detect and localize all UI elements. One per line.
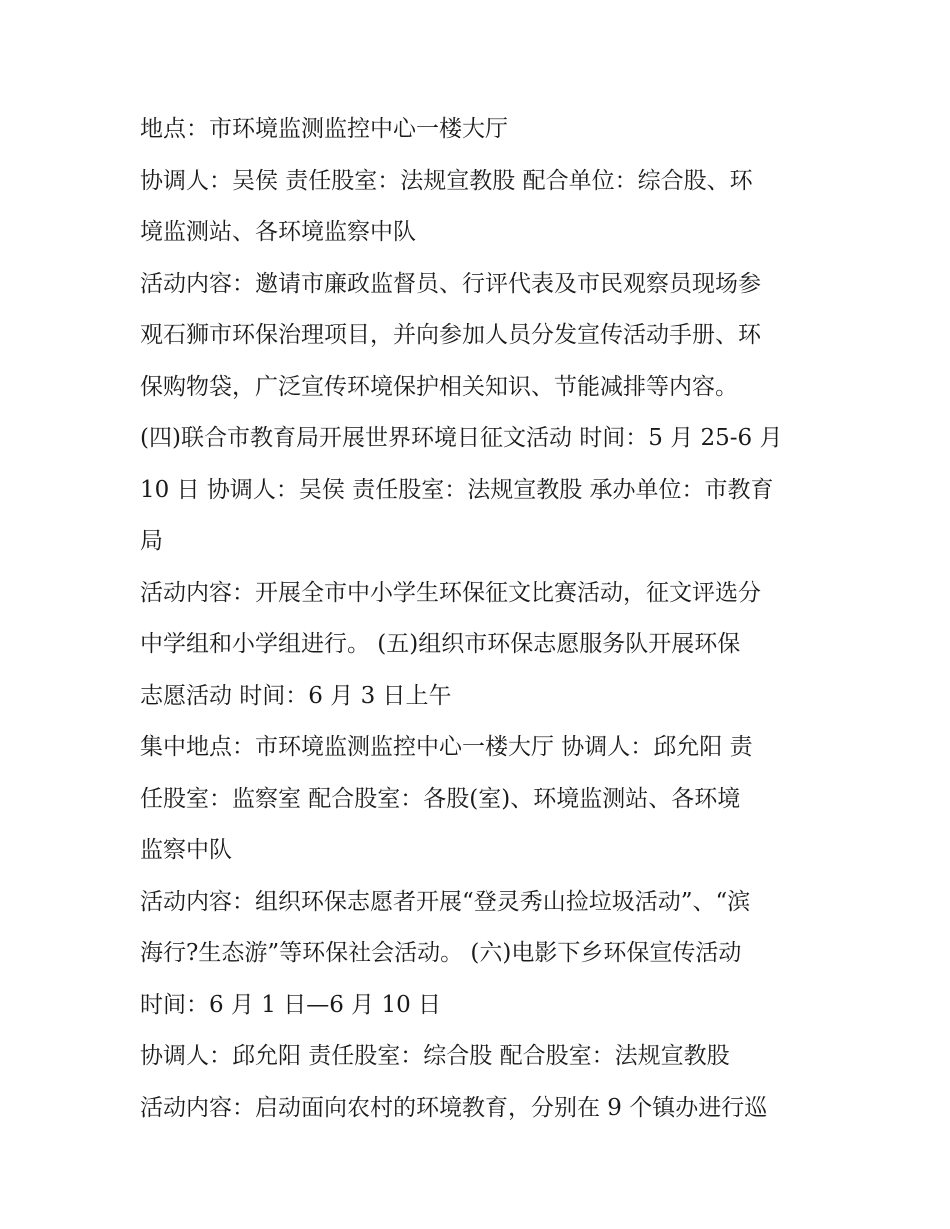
- text-line: 志愿活动 时间：6 月 3 日上午: [140, 682, 452, 709]
- text-line: 时间：6 月 1 日—6 月 10 日: [140, 991, 442, 1018]
- text-line: 境监测站、各环境监察中队: [140, 219, 416, 245]
- text-line: 任股室：监察室 配合股室：各股(室)、环境监测站、各环境: [140, 785, 741, 812]
- text-line: 活动内容：启动面向农村的环境教育，分别在 9 个镇办进行巡: [140, 1094, 768, 1121]
- text-line: 监察中队: [140, 837, 232, 863]
- text-line: 活动内容：开展全市中小学生环保征文比赛活动，征文评选分: [140, 579, 761, 606]
- text-line: 集中地点：市环境监测监控中心一楼大厅 协调人：邱允阳 责: [140, 734, 753, 760]
- text-line: 地点：市环境监测监控中心一楼大厅: [140, 116, 508, 142]
- text-line: (四)联合市教育局开展世界环境日征文活动 时间：5 月 25-6 月: [140, 425, 783, 451]
- text-line: 保购物袋，广泛宣传环境保护相关知识、节能减排等内容。: [140, 373, 738, 400]
- text-line: 协调人：吴侯 责任股室：法规宣教股 配合单位：综合股、环: [140, 167, 753, 194]
- text-line: 海行?生态游”等环保社会活动。 (六)电影下乡环保宣传活动: [140, 940, 742, 966]
- document-body: [140, 104, 820, 1134]
- text-line: 协调人：邱允阳 责任股室：综合股 配合股室：法规宣教股: [140, 1043, 730, 1069]
- text-line: 活动内容：邀请市廉政监督员、行评代表及市民观察员现场参: [140, 270, 761, 297]
- text-line: 局: [140, 528, 163, 554]
- text-line: 中学组和小学组进行。 (五)组织市环保志愿服务队开展环保: [140, 631, 741, 657]
- text-line: 观石狮市环保治理项目，并向参加人员分发宣传活动手册、环: [140, 322, 761, 348]
- text-line: 10 日 协调人：吴侯 责任股室：法规宣教股 承办单位：市教育: [140, 476, 774, 503]
- text-line: 活动内容：组织环保志愿者开展“登灵秀山捡垃圾活动”、“滨: [140, 888, 751, 915]
